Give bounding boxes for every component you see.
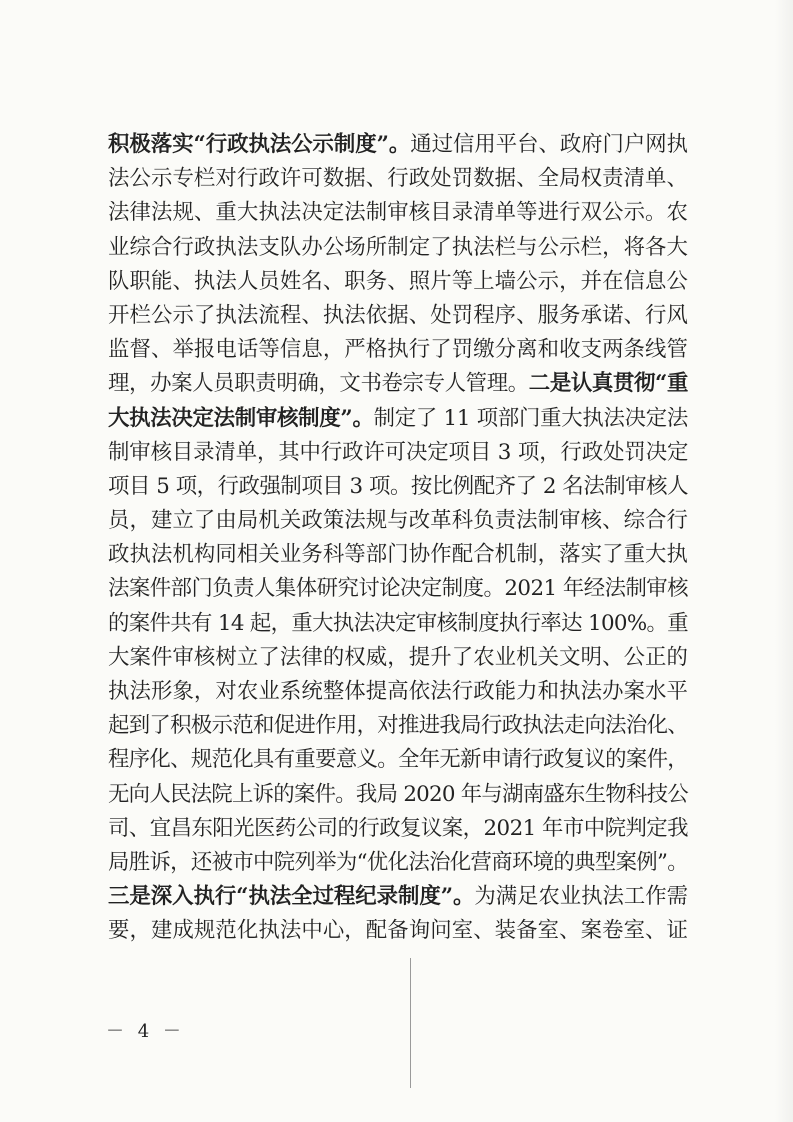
text-line (108, 128, 688, 162)
text-line (108, 778, 688, 812)
body-text-segment: 法案件部门负责人集体研究讨论决定制度。2021 年经法制审核 (108, 576, 688, 602)
body-text-segment: 法公示专栏对行政许可数据、行政处罚数据、全局权责清单、 (108, 166, 688, 192)
body-text-segment: 员，建立了由局机关政策法规与改革科负责法制审核、综合行 (108, 508, 688, 534)
body-text-segment: 开栏公示了执法流程、执法依据、处罚程序、服务承诺、行风 (108, 302, 688, 328)
bold-heading-text: 大执法决定法制审核制度”。 (108, 405, 374, 431)
text-line (108, 572, 688, 606)
text-line (108, 333, 688, 367)
text-line (108, 743, 688, 777)
body-text-segment: 监督、举报电话等信息，严格执行了罚缴分离和收支两条线管 (108, 337, 688, 363)
bold-heading-text: 二是认真贯彻“重 (528, 371, 689, 397)
body-text-segment: 队职能、执法人员姓名、职务、照片等上墙公示，并在信息公 (108, 268, 688, 294)
body-text-segment: 司、宜昌东阳光医药公司的行政复议案，2021 年市中院判定我 (108, 815, 688, 841)
text-line (108, 880, 688, 914)
text-line (108, 162, 688, 196)
text-line (108, 231, 688, 265)
text-line (108, 299, 688, 333)
body-paragraph (108, 128, 688, 949)
text-line (108, 641, 688, 675)
body-text-segment: 制审核目录清单，其中行政许可决定项目 3 项，行政处罚决定 (108, 439, 689, 465)
body-text-segment: 程序化、规范化具有重要意义。全年无新申请行政复议的案件， (108, 747, 688, 773)
text-line (108, 436, 688, 470)
body-text-segment: 法律法规、重大执法决定法制审核目录清单等进行双公示。农 (108, 200, 688, 226)
body-text-segment: 理，办案人员职责明确，文书卷宗专人管理。 (108, 371, 529, 397)
body-text-segment: 制定了 11 项部门重大执法决定法 (373, 405, 688, 431)
body-text-segment: 的案件共有 14 起，重大执法决定审核制度执行率达 100%。重 (108, 610, 688, 636)
body-text-segment: 通过信用平台、政府门户网执 (410, 132, 688, 157)
scan-edge-shadow (775, 0, 793, 1122)
text-line (108, 914, 688, 948)
body-text-segment: 为满足农业执法工作需 (474, 884, 688, 910)
page-number: － 4 － (106, 1021, 185, 1042)
body-text-segment: 局胜诉，还被市中院列举为“优化法治化营商环境的典型案例”。 (108, 849, 688, 875)
bold-heading-text: 三是深入执行“执法全过程纪录制度”。 (108, 884, 475, 910)
text-line (108, 709, 688, 743)
text-line (108, 812, 688, 846)
text-line (108, 607, 688, 641)
body-text-segment: 无向人民法院上诉的案件。我局 2020 年与湖南盛东生物科技公 (108, 781, 688, 807)
text-line (108, 402, 688, 436)
text-line (108, 196, 688, 230)
body-text-segment: 执法形象，对农业系统整体提高依法行政能力和执法办案水平 (108, 679, 688, 704)
text-line (108, 470, 688, 504)
text-line (108, 367, 688, 401)
body-text-segment: 业综合行政执法支队办公场所制定了执法栏与公示栏，将各大 (108, 234, 688, 260)
body-text-segment: 起到了积极示范和促进作用，对推进我局行政执法走向法治化、 (108, 713, 688, 739)
text-line (108, 265, 688, 299)
body-text-segment: 大案件审核树立了法律的权威，提升了农业机关文明、公正的 (108, 644, 688, 670)
scan-artifact-line (410, 958, 411, 1088)
text-line (108, 846, 688, 880)
text-line (108, 504, 688, 538)
body-text-segment: 要，建成规范化执法中心，配备询问室、装备室、案卷室、证 (108, 918, 688, 944)
text-line (108, 675, 688, 709)
text-line (108, 538, 688, 572)
body-text-segment: 政执法机构同相关业务科等部门协作配合机制，落实了重大执 (108, 542, 688, 568)
bold-heading-text: 积极落实“行政执法公示制度”。 (108, 132, 411, 157)
body-text-segment: 项目 5 项，行政强制项目 3 项。按比例配齐了 2 名法制审核人 (108, 473, 688, 499)
